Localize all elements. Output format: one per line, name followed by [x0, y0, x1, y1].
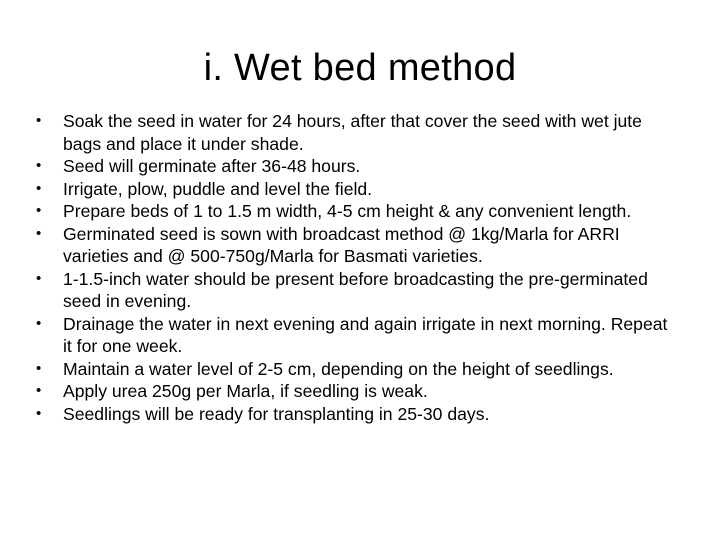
bullet-icon: •: [36, 382, 42, 399]
bullet-item: [36, 200, 672, 223]
bullet-item: [36, 110, 672, 155]
bullet-item: [36, 380, 672, 403]
bullet-icon: •: [36, 224, 42, 242]
bullet-text: Drainage the water in next evening and again irrigate in next morning. Repeat it for one week.: [63, 313, 668, 356]
slide-title: i. Wet bed method: [203, 47, 517, 89]
bullet-text: Prepare beds of 1 to 1.5 m width, 4-5 cm height & any convenient length.: [63, 201, 632, 221]
bullet-text: Seed will germinate after 36-48 hours.: [63, 156, 361, 176]
bullet-item: [36, 403, 672, 426]
bullet-text: Maintain a water level of 2-5 cm, depending on the height of seedlings.: [63, 358, 614, 379]
bullet-icon: •: [36, 359, 42, 377]
bullet-icon: •: [36, 179, 42, 197]
bullet-text: Apply urea 250g per Marla, if seedling is weak.: [63, 381, 428, 401]
bullet-icon: •: [36, 269, 42, 287]
bullet-list: [36, 110, 672, 425]
bullet-text: Irrigate, plow, puddle and level the field.: [63, 178, 373, 199]
bullet-item: [36, 358, 672, 381]
bullet-item: [36, 155, 672, 178]
bullet-text: Seedlings will be ready for transplanting in 25-30 days.: [63, 403, 490, 424]
bullet-icon: •: [36, 112, 42, 129]
bullet-item: [36, 313, 672, 358]
bullet-icon: •: [36, 404, 42, 422]
bullet-item: [36, 268, 672, 313]
bullet-item: [36, 223, 672, 268]
bullet-text: Soak the seed in water for 24 hours, after that cover the seed with wet jute bags and place it under shade.: [63, 111, 642, 154]
bullet-text: Germinated seed is sown with broadcast method @ 1kg/Marla for ARRI varieties and @ 500-750g/Marla for Basmati varieties.: [63, 223, 620, 266]
bullet-icon: •: [36, 157, 42, 174]
bullet-icon: •: [36, 202, 42, 219]
bullet-icon: •: [36, 314, 42, 332]
bullet-text: 1-1.5-inch water should be present before broadcasting the pre-germinated seed in evening.: [63, 268, 648, 311]
bullet-item: [36, 178, 672, 201]
